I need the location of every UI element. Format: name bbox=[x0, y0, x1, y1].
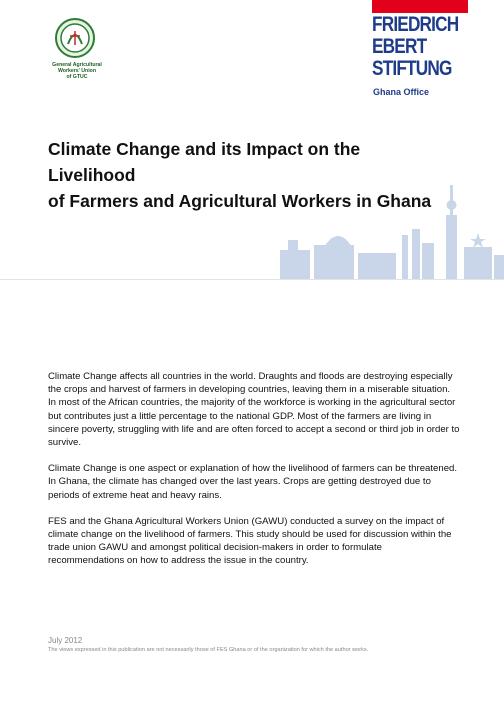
body-text bbox=[48, 370, 460, 581]
fes-red-bar bbox=[372, 0, 468, 13]
gawu-caption-line: General Agricultural bbox=[52, 62, 102, 68]
fes-logo bbox=[372, 0, 468, 98]
title-line: Climate Change and its Impact on the Livelihood bbox=[48, 139, 361, 185]
paragraph: FES and the Ghana Agricultural Workers Union (GAWU) conducted a survey on the impact of climate change on the livelihood of farmers. This study should be used for discussion within the trade union GAWU and amongst political decision-makers in order to formulate recommendations on how to address the issue in the country. bbox=[48, 515, 452, 567]
divider-line bbox=[0, 279, 504, 280]
fes-logo-word: STIFTUNG bbox=[372, 57, 452, 80]
fes-office-label: Ghana Office bbox=[373, 87, 430, 97]
publication-date: July 2012 bbox=[48, 636, 83, 645]
disclaimer-text: The views expressed in this publication are not necessarily those of FES Ghana or of the organization for which the author works. bbox=[48, 647, 369, 653]
gawu-caption bbox=[42, 62, 112, 80]
fes-logo-word: FRIEDRICH bbox=[372, 13, 459, 36]
fes-logo-word: EBERT bbox=[372, 35, 427, 58]
paragraph: Climate Change is one aspect or explanation of how the livelihood of farmers can be threatened. In Ghana, the climate has changed over the last years. Crops are getting destroyed due to periods of extreme heat and heavy rains. bbox=[48, 463, 458, 501]
paragraph: Climate Change affects all countries in the world. Draughts and floods are destroying especially the crops and harvest of farmers in developing countries, leaving them in a miserable situation. In most of the African countries, the majority of the workforce is working in the agricultural sector but contributes just a little percentage to the national GDP. Most of the farmers are living in sincere poverty, struggling with life and are often forced to accept a second or third job in order to survive. bbox=[48, 371, 460, 449]
city-skyline-graphic bbox=[280, 185, 504, 280]
title-line: of Farmers and Agricultural Workers in Ghana bbox=[48, 191, 432, 211]
gawu-caption-line: of GTUC bbox=[66, 74, 88, 80]
gawu-caption-line: Workers' Union bbox=[57, 68, 97, 74]
